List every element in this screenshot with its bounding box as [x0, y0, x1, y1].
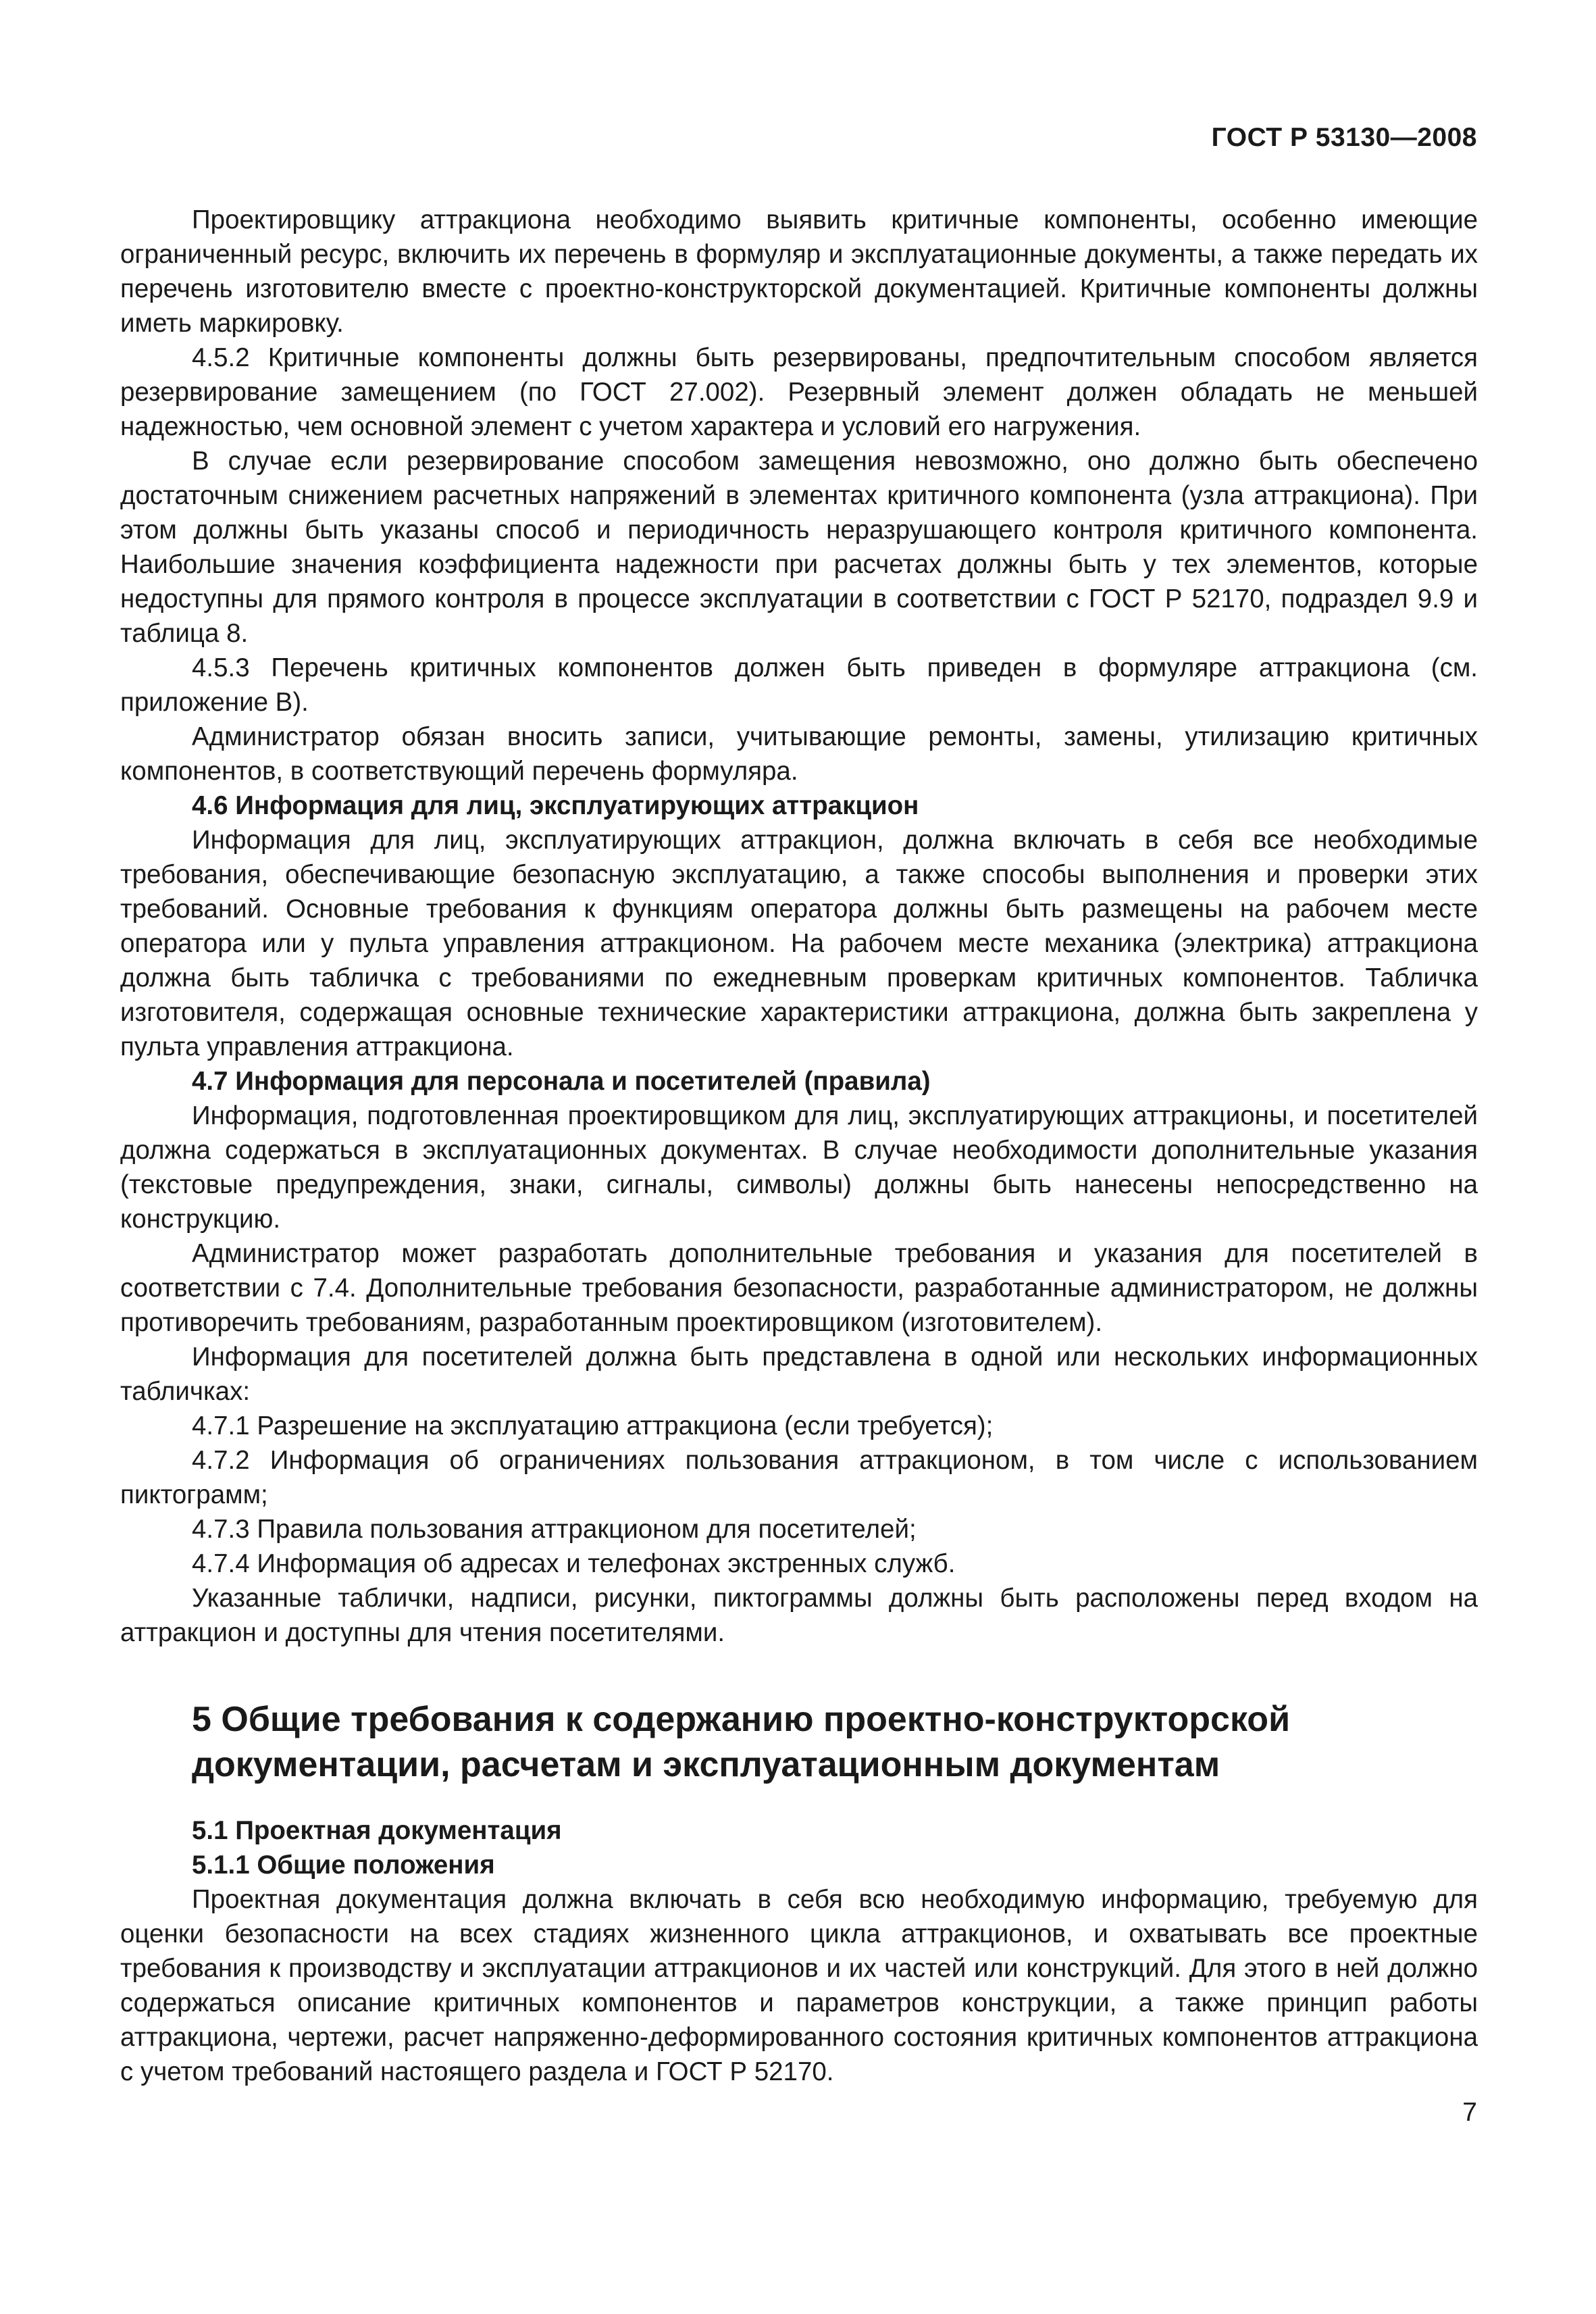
paragraph: Администратор обязан вносить записи, учитывающие ремонты, замены, утилизацию критичных компонентов, в соответствующий перечень формуляра.: [120, 722, 1478, 786]
paragraph: Проектировщику аттракциона необходимо выявить критичные компоненты, особенно имеющие ограниченный ресурс, включить их перечень в формуляр и эксплуатационные документы, а также передать их перечень изготовителю вместе с проектно-конструкторской документацией. Критичные компоненты должны иметь маркировку.: [120, 205, 1478, 338]
paragraph: Администратор может разработать дополнительные требования и указания для посетителей в соответствии с 7.4. Дополнительные требования безопасности, разработанные администратором, не должны противоречить требованиям, разработанным проектировщиком (изготовителем).: [120, 1239, 1478, 1337]
paragraph: Информация, подготовленная проектировщиком для лиц, эксплуатирующих аттракционы, и посетителей должна содержаться в эксплуатационных документах. В случае необходимости дополнительные указания (текстовые предупреждения, знаки, сигналы, символы) должны быть нанесены непосредственно на конструкцию.: [120, 1101, 1478, 1234]
list-item: 4.7.3 Правила пользования аттракционом для посетителей;: [192, 1515, 917, 1544]
paragraph: Информация для лиц, эксплуатирующих аттракцион, должна включать в себя все необходимые требования, обеспечивающие безопасную эксплуатацию, а также способы выполнения и проверки этих требований. Основные требования к функциям оператора должны быть размещены на рабочем месте оператора или у пульта управления аттракционом. На рабочем месте механика (электрика) аттракциона должна быть табличка с требованиями по ежедневным проверкам критичных компонентов. Табличка изготовителя, содержащая основные технические характеристики аттракциона, должна быть закреплена у пульта управления аттракциона.: [120, 826, 1478, 1061]
section-5-title: [192, 1697, 1408, 1788]
page-number: 7: [1462, 2098, 1477, 2127]
paragraph: Указанные таблички, надписи, рисунки, пиктограммы должны быть расположены перед входом на аттракцион и доступны для чтения посетителями.: [120, 1584, 1478, 1647]
document-header-id: ГОСТ Р 53130—2008: [1211, 123, 1477, 152]
list-item: 4.7.1 Разрешение на эксплуатацию аттракциона (если требуется);: [192, 1411, 994, 1440]
list-item: 4.7.4 Информация об адресах и телефонах экстренных служб.: [192, 1549, 956, 1578]
subsection-heading-5-1: 5.1 Проектная документация: [192, 1816, 562, 1845]
section-5-title-line2: документации, расчетам и эксплуатационным документам: [192, 1745, 1220, 1784]
section-5-text-block: [120, 1813, 1478, 2089]
paragraph: 4.5.3 Перечень критичных компонентов должен быть приведен в формуляре аттракциона (см. приложение В).: [120, 653, 1478, 717]
section-5-title-line1: 5 Общие требования к содержанию проектно-конструкторской: [192, 1700, 1291, 1739]
paragraph: Проектная документация должна включать в себя всю необходимую информацию, требуемую для оценки безопасности на всех стадиях жизненного цикла аттракционов, и охватывать все проектные требования к производству и эксплуатации аттракционов и их частей или конструкций. Для этого в ней должно содержаться описание критичных компонентов и параметров конструкции, а также принцип работы аттракциона, чертежи, расчет напряженно-деформированного состояния критичных компонентов аттракциона с учетом требований настоящего раздела и ГОСТ Р 52170.: [120, 1885, 1478, 2086]
paragraph: 4.5.2 Критичные компоненты должны быть резервированы, предпочтительным способом является резервирование замещением (по ГОСТ 27.002). Резервный элемент должен обладать не меньшей надежностью, чем основной элемент с учетом характера и условий его нагружения.: [120, 343, 1478, 441]
subsection-heading-4-7: 4.7 Информация для персонала и посетителей (правила): [192, 1067, 931, 1096]
list-item: 4.7.2 Информация об ограничениях пользования аттракционом, в том числе с использованием пиктограмм;: [120, 1446, 1478, 1509]
subsection-heading-5-1-1: 5.1.1 Общие положения: [192, 1851, 495, 1880]
paragraph: В случае если резервирование способом замещения невозможно, оно должно быть обеспечено достаточным снижением расчетных напряжений в элементах критичного компонента (узла аттракциона). При этом должны быть указаны способ и периодичность неразрушающего контроля критичного компонента. Наибольшие значения коэффициента надежности при расчетах должны быть у тех элементов, которые недоступны для прямого контроля в процессе эксплуатации в соответствии с ГОСТ Р 52170, подраздел 9.9 и таблица 8.: [120, 447, 1478, 648]
paragraph: Информация для посетителей должна быть представлена в одной или нескольких информационных табличках:: [120, 1342, 1478, 1406]
subsection-heading-4-6: 4.6 Информация для лиц, эксплуатирующих аттракцион: [192, 791, 919, 820]
main-text-block: [120, 203, 1478, 1650]
